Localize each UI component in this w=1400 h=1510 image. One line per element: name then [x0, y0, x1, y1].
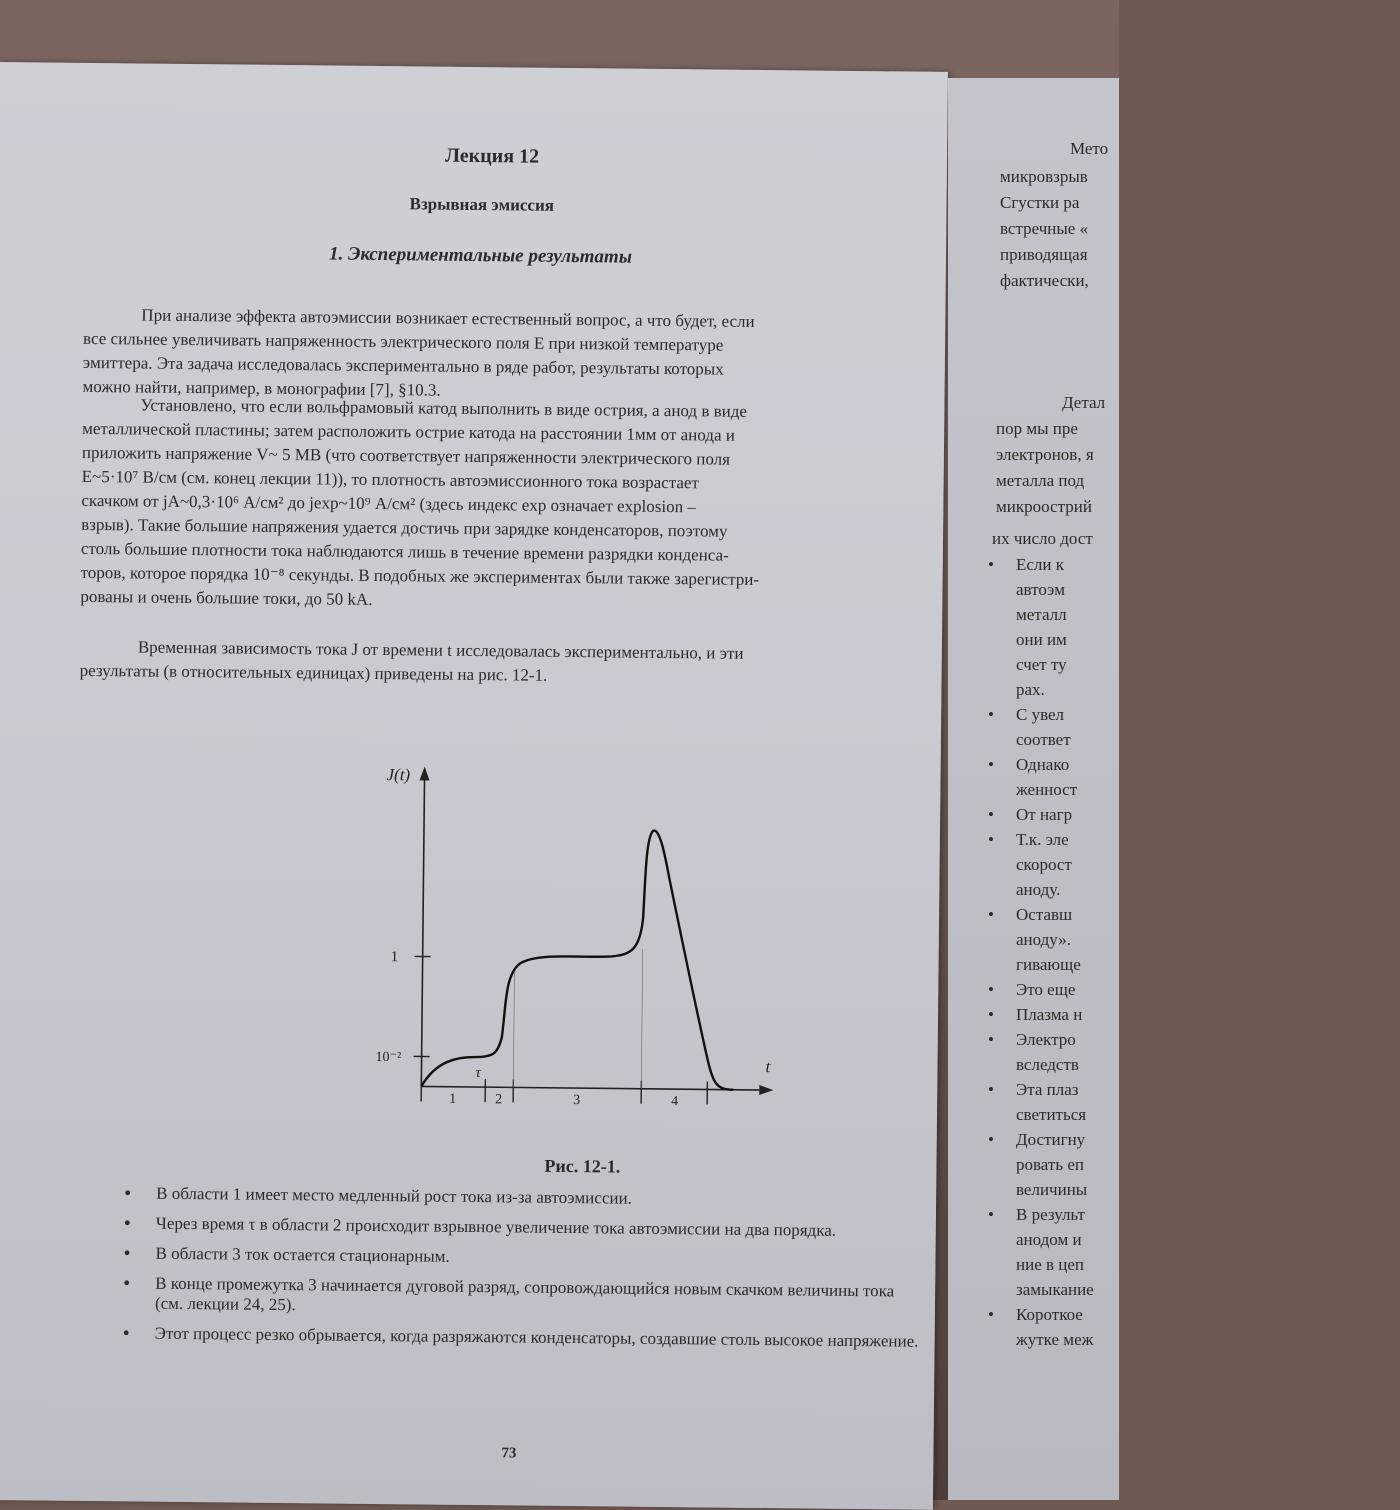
right-list-item: • От нагр	[986, 802, 1094, 827]
right-list-item: • Электро	[986, 1027, 1094, 1052]
right-text-line: металла под	[996, 468, 1084, 493]
right-list-item-continuation: анодом и	[986, 1227, 1094, 1252]
right-list-item-continuation: аноду».	[986, 927, 1094, 952]
region-label-2: 2	[495, 1092, 502, 1107]
right-list-item-continuation: счет ту	[986, 652, 1094, 677]
paragraph-3	[80, 635, 932, 692]
right-list-item-continuation: ровать еп	[986, 1152, 1094, 1177]
right-text-line: фактически,	[1000, 268, 1089, 293]
paragraph-line: При анализе эффекта автоэмиссии возникает естественный вопрос, а что будет, если	[83, 303, 935, 336]
guide-line	[513, 967, 514, 1087]
right-text-line: встречные «	[1000, 216, 1088, 241]
right-list-item: • Плазма н	[986, 1002, 1094, 1027]
list-item: • Этот процесс резко обрывается, когда разряжаются конденсаторы, создавшие столь высокое напряжение.	[123, 1323, 923, 1351]
paragraph-line: Временная зависимость тока J от времени t исследовалась экспериментально, и эти	[80, 635, 932, 668]
right-list-item-continuation: величины	[986, 1177, 1094, 1202]
list-item: • В конце промежутка 3 начинается дуговой разряд, сопровождающийся новым скачком величины тока (см. лекции 24, 25).	[123, 1273, 923, 1321]
x-axis	[421, 1086, 765, 1090]
right-list-item: • Если к	[986, 552, 1094, 577]
lecture-number: Лекция 12	[445, 145, 539, 169]
right-page	[948, 78, 1119, 1500]
right-list-item-continuation: ние в цеп	[986, 1252, 1094, 1277]
right-list-item-continuation: автоэм	[986, 577, 1094, 602]
y-tick-label-1: 1	[391, 949, 399, 965]
paragraph-line: E~5·10⁷ В/см (см. конец лекции 11)), то плотность автоэмиссионного тока возрастает	[82, 465, 934, 498]
list-item: • Через время τ в области 2 происходит взрывное увеличение тока автоэмиссии на два порядка.	[124, 1213, 924, 1241]
right-text-line: микроострий	[996, 494, 1092, 519]
section-title: 1. Экспериментальные результаты	[329, 243, 632, 268]
y-axis-label: J(t)	[386, 765, 410, 784]
paragraph-line: металлической пластины; затем расположить острие катода на расстоянии 1мм от анода и	[82, 417, 934, 450]
right-text-line: их число дост	[992, 526, 1093, 551]
right-list-item-continuation: соответ	[986, 727, 1094, 752]
paragraph-line: можно найти, например, в монографии [7], §10.3.	[82, 375, 934, 408]
right-list-item-continuation: гивающе	[986, 952, 1094, 977]
paragraph-line: торов, которое порядка 10⁻⁸ секунды. В подобных же экспериментах были также зарегистри-	[81, 561, 933, 594]
current-curve	[421, 828, 736, 1090]
right-text-line: Сгустки ра	[1000, 190, 1079, 215]
right-list-item-continuation: вследств	[986, 1052, 1094, 1077]
right-list-item: • Короткое	[986, 1302, 1094, 1327]
right-list-item-continuation: жутке меж	[986, 1327, 1094, 1352]
page-number: 73	[501, 1445, 516, 1462]
bullet-list	[122, 1183, 924, 1361]
right-list-item: • Т.к. эле	[986, 827, 1094, 852]
right-text-line: электронов, я	[996, 442, 1094, 467]
right-text-line: Детал	[1062, 390, 1105, 415]
right-list-item-continuation: замыкание	[986, 1277, 1094, 1302]
right-list-item-continuation: рах.	[986, 677, 1094, 702]
y-tick-label-1e-2: 10⁻²	[376, 1050, 402, 1065]
paragraph-line: эмиттера. Эта задача исследовалась экспериментально в ряде работ, результаты которых	[83, 351, 935, 384]
paragraph-line: результаты (в относительных единицах) приведены на рис. 12-1.	[80, 659, 932, 692]
region-label-3: 3	[573, 1093, 580, 1108]
region-label-4: 4	[671, 1094, 678, 1109]
guide-line	[641, 949, 642, 1089]
paragraph-line: все сильнее увеличивать напряженность электрического поля E при низкой температуре	[83, 327, 935, 360]
lecture-title: Взрывная эмиссия	[409, 194, 554, 216]
paragraph-line: столь большие плотности тока наблюдаются лишь в течение времени разрядки конденса-	[81, 537, 933, 570]
right-bullet-list	[986, 552, 1094, 1352]
right-list-item: • Эта плаз	[986, 1077, 1094, 1102]
right-list-item: • В результ	[986, 1202, 1094, 1227]
tau-label: τ	[475, 1065, 481, 1081]
right-list-item-continuation: они им	[986, 627, 1094, 652]
right-list-item: • Однако	[986, 752, 1094, 777]
figure-caption: Рис. 12-1.	[544, 1156, 620, 1178]
region-label-1: 1	[449, 1092, 456, 1107]
paragraph-line: приложить напряжение V~ 5 МВ (что соответствует напряженности электрического поля	[82, 441, 934, 474]
left-page	[0, 62, 948, 1510]
paragraph-line: Установлено, что если вольфрамовый катод выполнить в виде острия, а анод в виде	[82, 393, 934, 426]
right-text-line: пор мы пре	[996, 416, 1078, 441]
y-axis-arrow	[419, 766, 429, 780]
list-item: • В области 1 имеет место медленный рост тока из-за автоэмиссии.	[124, 1183, 924, 1211]
right-list-item: • Это еще	[986, 977, 1094, 1002]
right-list-item: • Достигну	[986, 1127, 1094, 1152]
right-list-item-continuation: женност	[986, 777, 1094, 802]
right-text-line: приводящая	[1000, 242, 1088, 267]
x-axis-arrow	[759, 1085, 773, 1095]
list-item: • В области 3 ток остается стационарным.	[123, 1243, 923, 1271]
paragraph-line: скачком от jA~0,3·10⁶ А/см² до jexp~10⁹ А/см² (здесь индекс exp означает explosion –	[81, 489, 933, 522]
right-list-item-continuation: скорост	[986, 852, 1094, 877]
paragraph-2	[80, 393, 934, 618]
right-text-line: Мето	[1070, 136, 1108, 161]
right-text-line: микровзрыв	[1000, 164, 1088, 189]
paragraph-line: рованы и очень большие токи, до 50 kA.	[80, 585, 932, 618]
y-axis	[421, 776, 424, 1086]
right-list-item-continuation: светиться	[986, 1102, 1094, 1127]
right-list-item-continuation: аноду.	[986, 877, 1094, 902]
figure-current-vs-time	[345, 756, 789, 1101]
paragraph-1	[82, 303, 935, 408]
right-list-item: • С увел	[986, 702, 1094, 727]
paragraph-line: взрыв). Такие большие напряжения удается достичь при зарядке конденсаторов, поэтому	[81, 513, 933, 546]
right-list-item: • Оставш	[986, 902, 1094, 927]
x-axis-label: t	[765, 1057, 771, 1076]
right-list-item-continuation: металл	[986, 602, 1094, 627]
